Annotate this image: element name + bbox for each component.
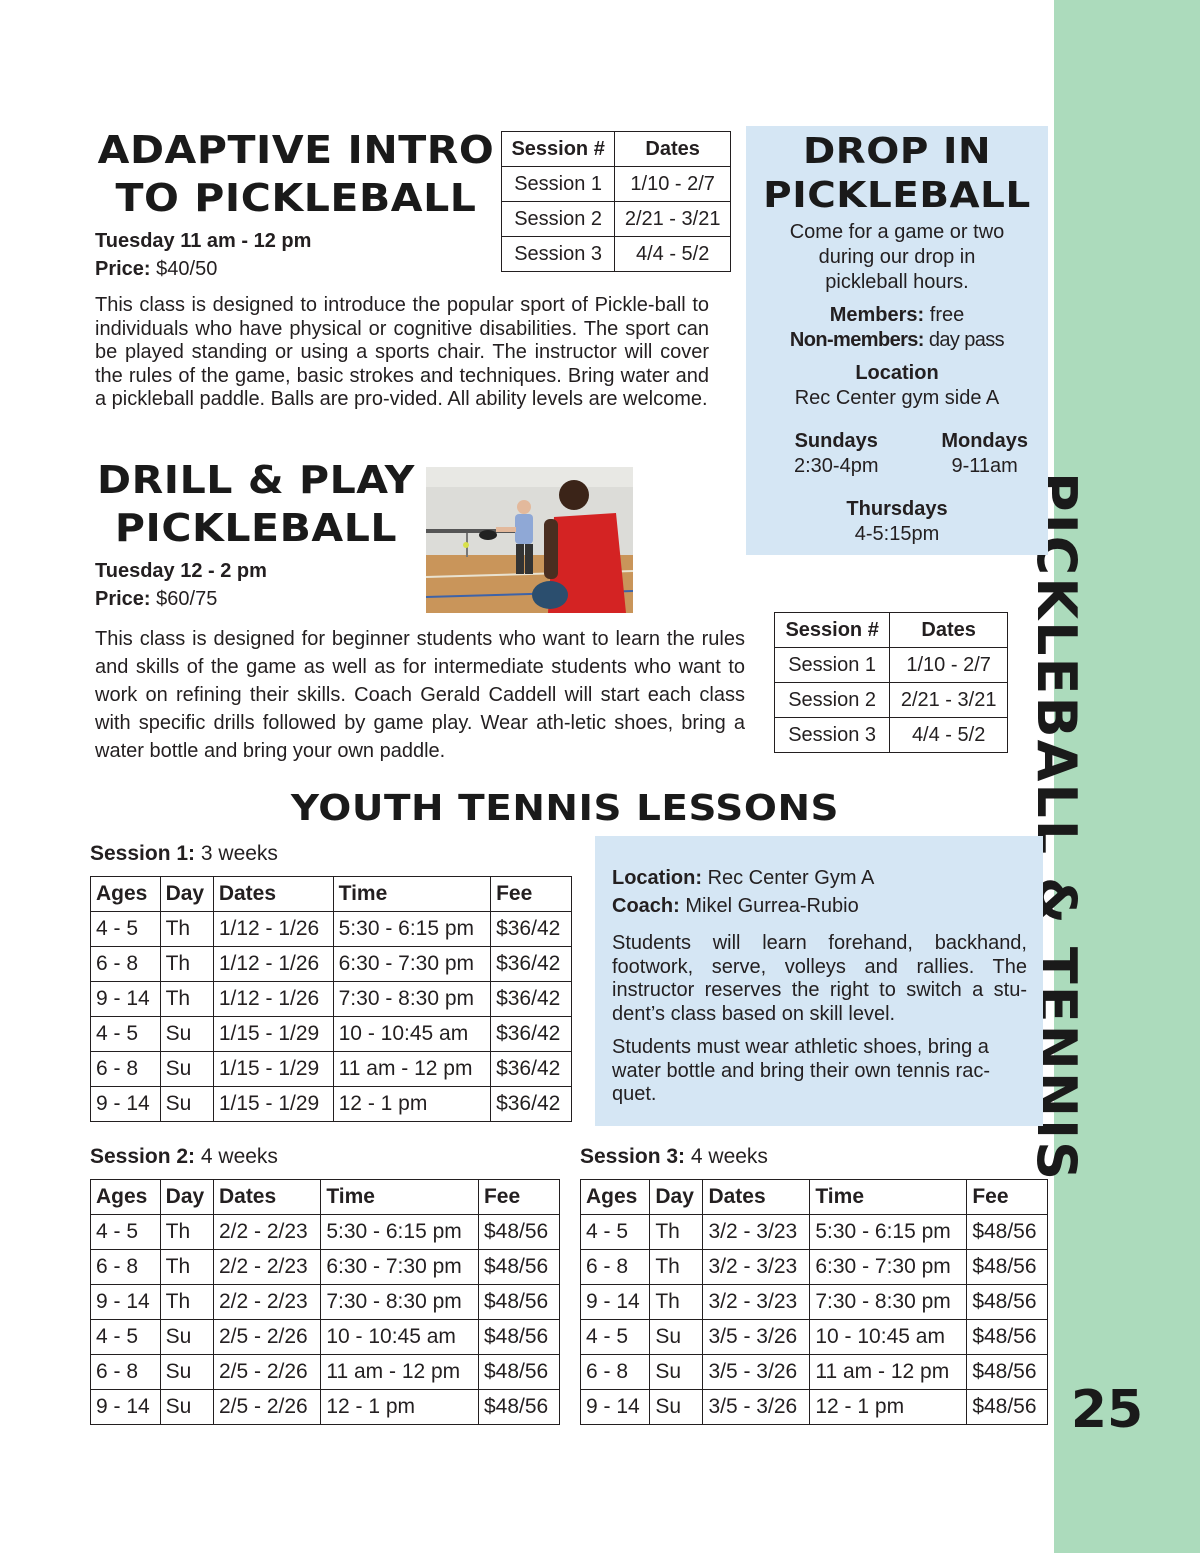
table-cell: Th xyxy=(160,1250,213,1285)
drop-in-location-value: Rec Center gym side A xyxy=(794,387,1000,409)
drop-in-sundays: Sundays 2:30-4pm xyxy=(794,430,879,477)
drill-price: Price: $60/75 xyxy=(95,588,218,610)
table-row xyxy=(581,1355,1048,1390)
table-cell: 6:30 - 7:30 pm xyxy=(333,947,490,982)
column-header: Time xyxy=(333,877,490,912)
table-cell: $48/56 xyxy=(967,1320,1048,1355)
table-cell: 2/2 - 2/23 xyxy=(213,1250,320,1285)
table-cell: $36/42 xyxy=(491,947,572,982)
table-cell: 10 - 10:45 am xyxy=(321,1320,479,1355)
column-header: Dates xyxy=(213,1180,320,1215)
column-header: Fee xyxy=(491,877,572,912)
table-cell: 2/5 - 2/26 xyxy=(213,1390,320,1425)
table-cell: $36/42 xyxy=(491,1017,572,1052)
adaptive-title xyxy=(96,126,496,222)
table-cell: 9 - 14 xyxy=(91,1087,161,1122)
column-header: Time xyxy=(321,1180,479,1215)
table-cell: 3/5 - 3/26 xyxy=(703,1320,810,1355)
table-cell: 3/5 - 3/26 xyxy=(703,1355,810,1390)
drill-description: This class is designed for beginner students who want to learn the rules and skills of the game as well as for intermediate students who want to work on refining their skills. Coach Gerald Caddell will start each class with specific drills followed by game play. Wear ath-letic shoes, bring a water bottle and bring your own paddle. xyxy=(95,628,745,762)
adaptive-title-line1: ADAPTIVE INTRO xyxy=(97,128,495,172)
table-header-row xyxy=(91,1180,560,1215)
table-row xyxy=(91,912,572,947)
table-header-row xyxy=(502,132,731,167)
table-row xyxy=(502,202,731,237)
table-header-row xyxy=(581,1180,1048,1215)
table-cell: 10 - 10:45 am xyxy=(333,1017,490,1052)
table-cell: $48/56 xyxy=(967,1285,1048,1320)
table-row xyxy=(91,1285,560,1320)
table-cell: 4 - 5 xyxy=(91,1017,161,1052)
table-cell: Su xyxy=(160,1017,213,1052)
tennis-session1-heading: Session 1: 3 weeks xyxy=(90,842,278,865)
table-row xyxy=(581,1250,1048,1285)
table-cell: 1/15 - 1/29 xyxy=(213,1087,333,1122)
table-cell: 2/2 - 2/23 xyxy=(213,1285,320,1320)
table-cell: 5:30 - 6:15 pm xyxy=(321,1215,479,1250)
table-cell: 6:30 - 7:30 pm xyxy=(810,1250,967,1285)
column-header: Fee xyxy=(478,1180,559,1215)
table-cell: 9 - 14 xyxy=(581,1390,650,1425)
pickleball-players-photo xyxy=(426,467,633,613)
table-cell: Su xyxy=(160,1052,213,1087)
table-cell: $36/42 xyxy=(491,1052,572,1087)
drop-in-intro-line: pickleball hours. xyxy=(825,271,969,293)
drop-in-box xyxy=(746,126,1048,555)
drop-in-days-row xyxy=(794,429,1028,479)
table-cell: 3/2 - 3/23 xyxy=(703,1250,810,1285)
drill-title xyxy=(88,456,424,552)
table-cell: $36/42 xyxy=(491,982,572,1017)
tennis-coach: Coach: Mikel Gurrea-Rubio xyxy=(612,895,859,917)
table-row xyxy=(91,947,572,982)
table-cell: Su xyxy=(650,1355,703,1390)
table-cell: 1/12 - 1/26 xyxy=(213,912,333,947)
table-cell: 6 - 8 xyxy=(91,1355,161,1390)
table-cell: 2/5 - 2/26 xyxy=(213,1355,320,1390)
table-cell: 1/10 - 2/7 xyxy=(890,648,1008,683)
table-cell: $36/42 xyxy=(491,1087,572,1122)
column-header: Day xyxy=(160,877,213,912)
column-header: Ages xyxy=(91,1180,161,1215)
drop-in-intro-line: during our drop in xyxy=(818,246,976,268)
table-cell: 9 - 14 xyxy=(91,1285,161,1320)
table-cell: Session 3 xyxy=(775,718,890,753)
drop-in-intro xyxy=(746,220,1048,295)
table-cell: 4 - 5 xyxy=(91,1215,161,1250)
drop-in-nonmembers: Non-members: day pass xyxy=(789,329,1005,351)
table-row xyxy=(581,1215,1048,1250)
tennis-location: Location: Rec Center Gym A xyxy=(612,867,875,889)
table-row xyxy=(581,1320,1048,1355)
table-cell: Th xyxy=(650,1250,703,1285)
table-cell: 12 - 1 pm xyxy=(321,1390,479,1425)
table-row xyxy=(91,1250,560,1285)
drop-in-title xyxy=(746,130,1048,218)
drop-in-title-line2: PICKLEBALL xyxy=(763,175,1031,216)
table-row xyxy=(91,1017,572,1052)
table-row xyxy=(91,1052,572,1087)
adaptive-title-line2: TO PICKLEBALL xyxy=(115,176,477,220)
table-cell: Su xyxy=(650,1320,703,1355)
table-cell: 10 - 10:45 am xyxy=(810,1320,967,1355)
column-header: Session # xyxy=(775,613,890,648)
table-cell: $36/42 xyxy=(491,912,572,947)
tennis-session3-table xyxy=(580,1179,1048,1425)
table-cell: 6:30 - 7:30 pm xyxy=(321,1250,479,1285)
table-row xyxy=(581,1390,1048,1425)
table-cell: 5:30 - 6:15 pm xyxy=(810,1215,967,1250)
table-row xyxy=(91,1320,560,1355)
table-cell: Th xyxy=(650,1215,703,1250)
tennis-session3-heading: Session 3: 4 weeks xyxy=(580,1145,768,1168)
table-cell: $48/56 xyxy=(478,1355,559,1390)
column-header: Ages xyxy=(581,1180,650,1215)
column-header: Dates xyxy=(703,1180,810,1215)
table-cell: 6 - 8 xyxy=(91,947,161,982)
section-side-title xyxy=(1082,472,1083,1182)
table-cell: 12 - 1 pm xyxy=(333,1087,490,1122)
table-cell: 4 - 5 xyxy=(91,912,161,947)
table-cell: 1/10 - 2/7 xyxy=(615,167,731,202)
table-row xyxy=(775,718,1008,753)
table-cell: 6 - 8 xyxy=(91,1250,161,1285)
table-cell: 1/12 - 1/26 xyxy=(213,947,333,982)
table-cell: Su xyxy=(160,1320,213,1355)
table-cell: $48/56 xyxy=(967,1390,1048,1425)
page-number: 25 xyxy=(1070,1380,1144,1440)
table-cell: 3/2 - 3/23 xyxy=(703,1285,810,1320)
table-cell: $48/56 xyxy=(478,1320,559,1355)
drop-in-members: Members: free xyxy=(829,304,965,326)
table-row xyxy=(775,683,1008,718)
table-row xyxy=(502,167,731,202)
table-cell: 6 - 8 xyxy=(581,1250,650,1285)
table-row xyxy=(91,982,572,1017)
drill-title-line1: DRILL & PLAY xyxy=(97,458,415,502)
table-cell: Th xyxy=(160,947,213,982)
table-header-row xyxy=(775,613,1008,648)
table-cell: Th xyxy=(160,982,213,1017)
tennis-description-2: Students must wear athletic shoes, bring a water bottle and bring their own tennis rac-quet. xyxy=(612,1036,990,1105)
adaptive-description: This class is designed to introduce the popular sport of Pickle-ball to individuals who have physical or cognitive disabilities. The sport can be played standing or using a sports chair. The instructor will cover the rules of the game, basic strokes and techniques. Bring water and a pickleball paddle. Balls are pro-vided. All ability levels are welcome. xyxy=(95,294,709,410)
table-header-row xyxy=(91,877,572,912)
table-cell: 9 - 14 xyxy=(91,982,161,1017)
table-cell: $48/56 xyxy=(478,1250,559,1285)
column-header: Dates xyxy=(890,613,1008,648)
drill-meta xyxy=(95,557,415,613)
drop-in-mondays: Mondays 9-11am xyxy=(941,430,1028,477)
table-cell: 2/5 - 2/26 xyxy=(213,1320,320,1355)
drop-in-location-label: Location xyxy=(855,362,939,384)
tennis-description-1: Students will learn forehand, backhand, footwork, serve, volleys and rallies. The instructor reserves the right to switch a stu-dent’s class based on skill level. xyxy=(612,932,1027,1025)
tennis-session2-heading: Session 2: 4 weeks xyxy=(90,1145,278,1168)
table-cell: 5:30 - 6:15 pm xyxy=(333,912,490,947)
table-cell: 9 - 14 xyxy=(91,1390,161,1425)
table-row xyxy=(91,1087,572,1122)
table-row xyxy=(502,237,731,272)
table-cell: 11 am - 12 pm xyxy=(321,1355,479,1390)
table-cell: 9 - 14 xyxy=(581,1285,650,1320)
drop-in-intro-line: Come for a game or two xyxy=(789,221,1005,243)
drop-in-thursdays: Thursdays 4-5:15pm xyxy=(846,498,948,545)
column-header: Ages xyxy=(91,877,161,912)
table-cell: Th xyxy=(160,1215,213,1250)
table-cell: $48/56 xyxy=(967,1355,1048,1390)
table-cell: 12 - 1 pm xyxy=(810,1390,967,1425)
table-cell: 11 am - 12 pm xyxy=(810,1355,967,1390)
column-header: Dates xyxy=(615,132,731,167)
table-cell: 4/4 - 5/2 xyxy=(615,237,731,272)
column-header: Session # xyxy=(502,132,615,167)
pickleball-photo-illustration xyxy=(426,467,633,613)
table-cell: 1/15 - 1/29 xyxy=(213,1052,333,1087)
table-cell: 7:30 - 8:30 pm xyxy=(810,1285,967,1320)
table-cell: $48/56 xyxy=(478,1390,559,1425)
table-cell: 7:30 - 8:30 pm xyxy=(333,982,490,1017)
table-cell: 1/12 - 1/26 xyxy=(213,982,333,1017)
table-cell: Su xyxy=(160,1390,213,1425)
table-cell: $48/56 xyxy=(478,1285,559,1320)
table-cell: 2/21 - 3/21 xyxy=(615,202,731,237)
table-cell: 7:30 - 8:30 pm xyxy=(321,1285,479,1320)
table-cell: 2/21 - 3/21 xyxy=(890,683,1008,718)
table-row xyxy=(775,648,1008,683)
column-header: Fee xyxy=(967,1180,1048,1215)
adaptive-schedule: Tuesday 11 am - 12 pm xyxy=(95,230,312,252)
table-cell: 3/2 - 3/23 xyxy=(703,1215,810,1250)
table-cell: 11 am - 12 pm xyxy=(333,1052,490,1087)
column-header: Time xyxy=(810,1180,967,1215)
drop-in-title-line1: DROP IN xyxy=(802,131,992,172)
column-header: Day xyxy=(160,1180,213,1215)
table-cell: Su xyxy=(650,1390,703,1425)
table-cell: Session 1 xyxy=(502,167,615,202)
tennis-title: YOUTH TENNIS LESSONS xyxy=(290,788,840,829)
table-cell: 4 - 5 xyxy=(91,1320,161,1355)
table-cell: Su xyxy=(160,1087,213,1122)
table-cell: 4 - 5 xyxy=(581,1320,650,1355)
table-cell: 1/15 - 1/29 xyxy=(213,1017,333,1052)
table-cell: Session 1 xyxy=(775,648,890,683)
drill-title-line2: PICKLEBALL xyxy=(114,506,398,550)
table-cell: 6 - 8 xyxy=(581,1355,650,1390)
table-cell: Th xyxy=(160,1285,213,1320)
adaptive-price: Price: $40/50 xyxy=(95,258,218,280)
table-cell: 2/2 - 2/23 xyxy=(213,1215,320,1250)
table-cell: Th xyxy=(650,1285,703,1320)
drill-schedule: Tuesday 12 - 2 pm xyxy=(95,560,267,582)
table-row xyxy=(91,1390,560,1425)
tennis-session1-table xyxy=(90,876,572,1122)
tennis-info-box xyxy=(595,836,1043,1126)
drill-sessions-table xyxy=(774,612,1008,753)
tennis-info-content xyxy=(612,864,1027,1107)
tennis-session2-table xyxy=(90,1179,560,1425)
table-cell: 4/4 - 5/2 xyxy=(890,718,1008,753)
adaptive-sessions-table xyxy=(501,131,731,272)
table-cell: Session 2 xyxy=(502,202,615,237)
table-cell: $48/56 xyxy=(967,1215,1048,1250)
table-cell: $48/56 xyxy=(967,1250,1048,1285)
column-header: Day xyxy=(650,1180,703,1215)
table-cell: 4 - 5 xyxy=(581,1215,650,1250)
table-cell: Su xyxy=(160,1355,213,1390)
table-cell: $48/56 xyxy=(478,1215,559,1250)
table-row xyxy=(91,1215,560,1250)
table-row xyxy=(91,1355,560,1390)
column-header: Dates xyxy=(213,877,333,912)
table-cell: 6 - 8 xyxy=(91,1052,161,1087)
adaptive-meta xyxy=(95,227,495,283)
table-cell: Session 3 xyxy=(502,237,615,272)
table-row xyxy=(581,1285,1048,1320)
table-cell: Th xyxy=(160,912,213,947)
table-cell: 3/5 - 3/26 xyxy=(703,1390,810,1425)
table-cell: Session 2 xyxy=(775,683,890,718)
